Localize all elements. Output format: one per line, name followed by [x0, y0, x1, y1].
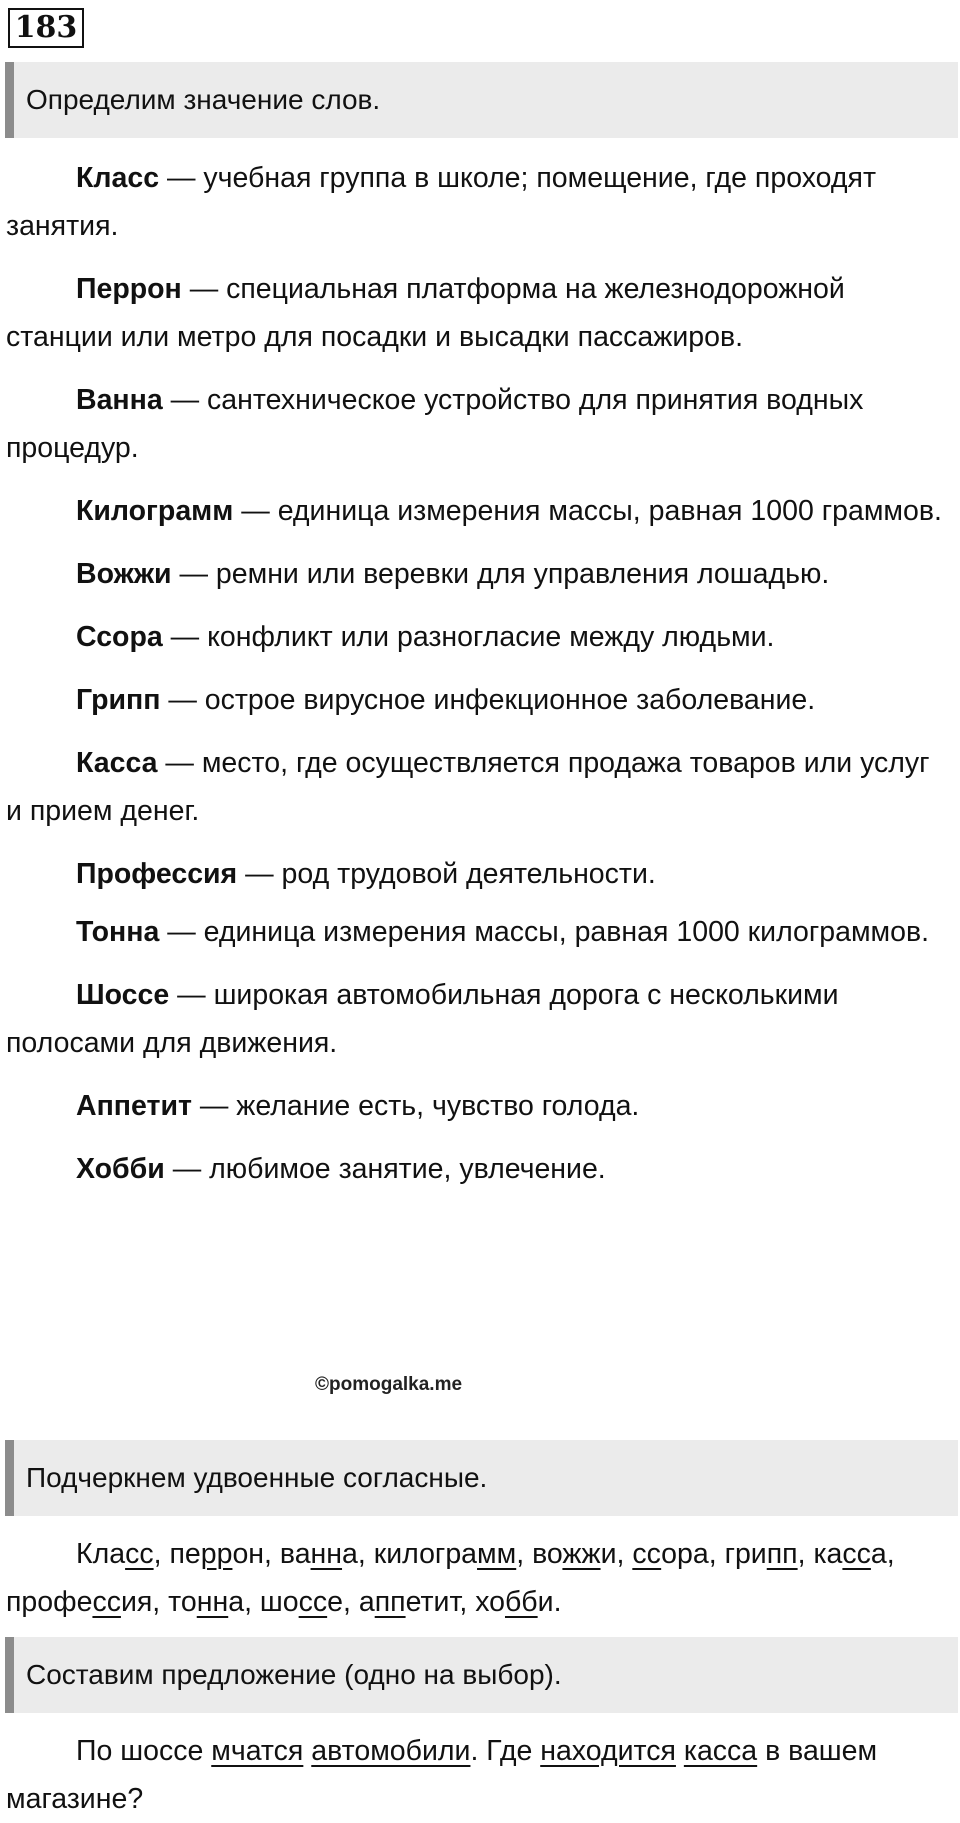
word-part: ,	[459, 1586, 476, 1618]
definition-text: — род трудовой деятельности.	[237, 858, 656, 890]
word-part: ,	[343, 1586, 359, 1618]
definition-word: Профессия	[76, 858, 238, 890]
underlined-doubled-consonant: сс	[632, 1538, 662, 1570]
definition-text: — ремни или веревки для управления лошадью.	[171, 558, 830, 590]
definition-word: Касса	[76, 747, 158, 779]
underlined-doubled-consonant: сс	[842, 1538, 871, 1570]
word-part: ,	[616, 1538, 633, 1570]
word-part: а	[342, 1538, 358, 1570]
word-part: пе	[169, 1538, 201, 1570]
word-part: то	[168, 1586, 197, 1618]
definition-word: Килограмм	[76, 495, 234, 527]
definition-item	[6, 676, 946, 724]
word-part: и	[600, 1538, 617, 1570]
definition-item	[6, 908, 946, 956]
definition-text: — учебная группа в школе; помещение, где проходят занятия.	[6, 162, 877, 242]
sentence-part: . Где	[470, 1735, 541, 1767]
word-part: ,	[244, 1586, 260, 1618]
definition-word: Шоссе	[76, 979, 170, 1011]
doubled-consonants-paragraph	[6, 1530, 946, 1626]
definition-word: Хобби	[76, 1153, 165, 1185]
section-heading-doubled: Подчеркнем удвоенные согласные.	[5, 1440, 958, 1516]
definition-item	[6, 550, 946, 598]
definition-text: — конфликт или разногласие между людьми.	[162, 621, 775, 653]
underlined-word: автомобили	[311, 1735, 471, 1767]
definition-word: Грипп	[76, 684, 161, 716]
definition-word: Ссора	[76, 621, 163, 653]
word-part: ,	[264, 1538, 280, 1570]
task-number: 183	[8, 8, 84, 48]
definition-word: Перрон	[76, 273, 182, 305]
word-part: ,	[357, 1538, 374, 1570]
definition-text: — любимое занятие, увлечение.	[164, 1153, 606, 1185]
word-part: етит	[405, 1586, 460, 1618]
definition-item	[6, 154, 946, 250]
definition-text: — специальная платформа на железнодорожной станции или метро для посадки и высадки пассажиров.	[6, 273, 845, 353]
definition-word: Класс	[76, 162, 160, 194]
word-part: ора	[661, 1538, 709, 1570]
definition-item	[6, 487, 946, 535]
definition-item	[6, 1145, 946, 1193]
definition-text: — единица измерения массы, равная 1000 граммов.	[233, 495, 942, 527]
doubled-consonants-text	[6, 1530, 946, 1626]
word-part: шо	[259, 1586, 299, 1618]
definition-text: — желание есть, чувство голода.	[191, 1090, 640, 1122]
word-part: ,	[153, 1538, 170, 1570]
word-part: ,	[516, 1538, 533, 1570]
definition-word: Аппетит	[76, 1090, 192, 1122]
word-part: гри	[724, 1538, 767, 1570]
underlined-doubled-consonant: мм	[477, 1538, 517, 1570]
word-part: ,	[708, 1538, 725, 1570]
definitions-list	[6, 154, 946, 1193]
underlined-doubled-consonant: пп	[766, 1538, 798, 1570]
word-part: ия	[120, 1586, 153, 1618]
word-part: .	[553, 1586, 562, 1618]
word-part: килогра	[373, 1538, 478, 1570]
definition-word: Вожжи	[76, 558, 172, 590]
word-part: а	[870, 1538, 887, 1570]
underlined-doubled-consonant: сс	[125, 1538, 154, 1570]
underlined-word: касса	[683, 1735, 758, 1767]
underlined-doubled-consonant: сс	[92, 1586, 121, 1618]
definition-text: — острое вирусное инфекционное заболевание.	[160, 684, 816, 716]
definition-text: — единица измерения массы, равная 1000 килограммов.	[159, 916, 930, 948]
underlined-doubled-consonant: жж	[562, 1538, 601, 1570]
underlined-doubled-consonant: нн	[310, 1538, 343, 1570]
underlined-doubled-consonant: сс	[298, 1586, 328, 1618]
definition-item	[6, 971, 946, 1067]
word-part: ва	[279, 1538, 311, 1570]
word-part: во	[532, 1538, 563, 1570]
definition-item	[6, 739, 946, 835]
definition-item	[6, 613, 946, 661]
underlined-word: мчатся	[211, 1735, 304, 1767]
word-part: ,	[152, 1586, 169, 1618]
definition-item	[6, 1082, 946, 1130]
word-part: ,	[886, 1538, 895, 1570]
section-heading-meanings: Определим значение слов.	[5, 62, 958, 138]
sentence-paragraph	[6, 1727, 946, 1823]
sentence-part	[676, 1735, 684, 1767]
word-part: ка	[813, 1538, 843, 1570]
underlined-doubled-consonant: рр	[200, 1538, 233, 1570]
sentence-part: По шоссе	[76, 1735, 212, 1767]
word-part: а	[358, 1586, 375, 1618]
definition-item	[6, 850, 946, 898]
underlined-doubled-consonant: нн	[196, 1586, 229, 1618]
underlined-doubled-consonant: бб	[504, 1586, 538, 1618]
word-part: профе	[6, 1586, 93, 1618]
definition-word: Ванна	[76, 384, 163, 416]
definition-word: Тонна	[76, 916, 160, 948]
underlined-doubled-consonant: пп	[374, 1586, 406, 1618]
word-part: и	[537, 1586, 554, 1618]
definition-text: — широкая автомобильная дорога с несколькими полосами для движения.	[6, 979, 839, 1059]
word-part: ,	[797, 1538, 814, 1570]
word-part: он	[232, 1538, 265, 1570]
word-part: Кла	[76, 1538, 126, 1570]
watermark: ©pomogalka.me	[315, 1374, 463, 1395]
sentence-text	[6, 1727, 946, 1823]
word-part: хо	[475, 1586, 505, 1618]
definition-text: — сантехническое устройство для принятия водных процедур.	[6, 384, 864, 464]
section-heading-sentence: Составим предложение (одно на выбор).	[5, 1637, 958, 1713]
sentence-part: в вашем магазине?	[6, 1735, 878, 1815]
definition-item	[6, 376, 946, 472]
definition-item	[6, 265, 946, 361]
word-part: а	[228, 1586, 245, 1618]
underlined-word: находится	[540, 1735, 676, 1767]
definition-text: — место, где осуществляется продажа товаров или услуг и прием денег.	[6, 747, 930, 827]
word-part: е	[327, 1586, 343, 1618]
